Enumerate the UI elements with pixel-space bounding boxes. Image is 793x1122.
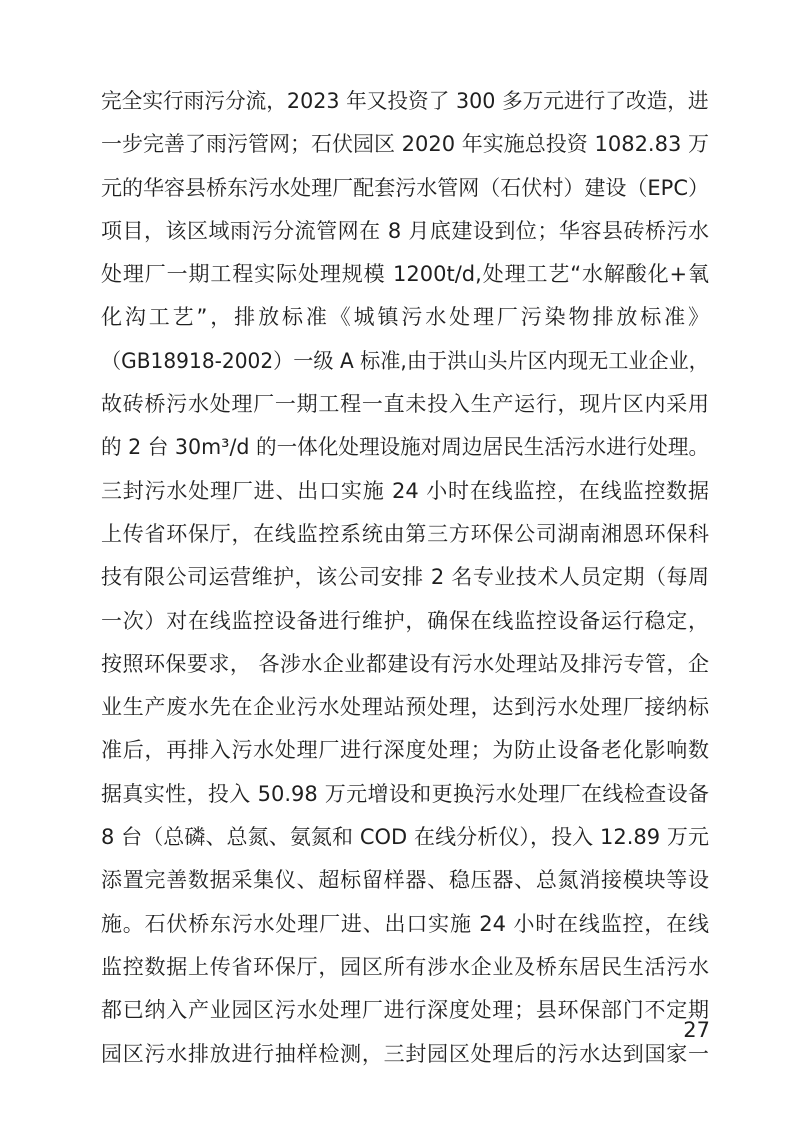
text-line: 技有限公司运营维护，该公司安排 2 名专业技术人员定期（每周 (101, 565, 709, 590)
text-line: 上传省环保厅，在线监控系统由第三方环保公司湖南湘恩环保科 (101, 521, 709, 546)
text-line: 处理厂一期工程实际处理规模 1200t/d,处理工艺“水解酸化+氧 (101, 262, 709, 287)
body-text (101, 80, 709, 1076)
text-line: 一步完善了雨污管网；石伏园区 2020 年实施总投资 1082.83 万 (101, 132, 709, 157)
text-line: 业生产废水先在企业污水处理站预处理，达到污水处理厂接纳标 (101, 695, 709, 720)
text-line: 元的华容县桥东污水处理厂配套污水管网（石伏村）建设（EPC） (101, 175, 709, 200)
text-line: 监控数据上传省环保厅，园区所有涉水企业及桥东居民生活污水 (101, 954, 709, 979)
text-line: 项目，该区域雨污分流管网在 8 月底建设到位；华容县砖桥污水 (101, 218, 709, 243)
text-line: 8 台（总磷、总氮、氨氮和 COD 在线分析仪），投入 12.89 万元 (101, 825, 709, 850)
text-line: 施。石伏桥东污水处理厂进、出口实施 24 小时在线监控，在线 (101, 911, 709, 936)
text-line: 完全实行雨污分流，2023 年又投资了 300 多万元进行了改造，进 (101, 89, 709, 113)
text-line: 都已纳入产业园区污水处理厂进行深度处理；县环保部门不定期 (101, 998, 709, 1023)
text-line: 故砖桥污水处理厂一期工程一直未投入生产运行，现片区内采用 (101, 392, 709, 417)
text-line: （GB18918-2002）一级 A 标准,由于洪山头片区内现无工业企业， (101, 348, 709, 373)
text-line: 按照环保要求， 各涉水企业都建设有污水处理站及排污专管，企 (101, 651, 709, 676)
text-line: 化沟工艺”，排放标准《城镇污水处理厂污染物排放标准》 (101, 305, 709, 330)
text-line: 的 2 台 30m³/d 的一体化处理设施对周边居民生活污水进行处理。 (101, 435, 710, 460)
text-line: 一次）对在线监控设备进行维护，确保在线监控设备运行稳定， (101, 608, 709, 633)
text-line: 园区污水排放进行抽样检测，三封园区处理后的污水达到国家一 (101, 1041, 709, 1066)
text-line: 据真实性，投入 50.98 万元增设和更换污水处理厂在线检查设备 (101, 781, 709, 806)
page-number: 27 (683, 1018, 710, 1042)
text-line: 添置完善数据采集仪、超标留样器、稳压器、总氮消接模块等设 (101, 868, 709, 893)
text-line: 三封污水处理厂进、出口实施 24 小时在线监控，在线监控数据 (101, 478, 709, 503)
text-line: 准后，再排入污水处理厂进行深度处理；为防止设备老化影响数 (101, 738, 709, 763)
